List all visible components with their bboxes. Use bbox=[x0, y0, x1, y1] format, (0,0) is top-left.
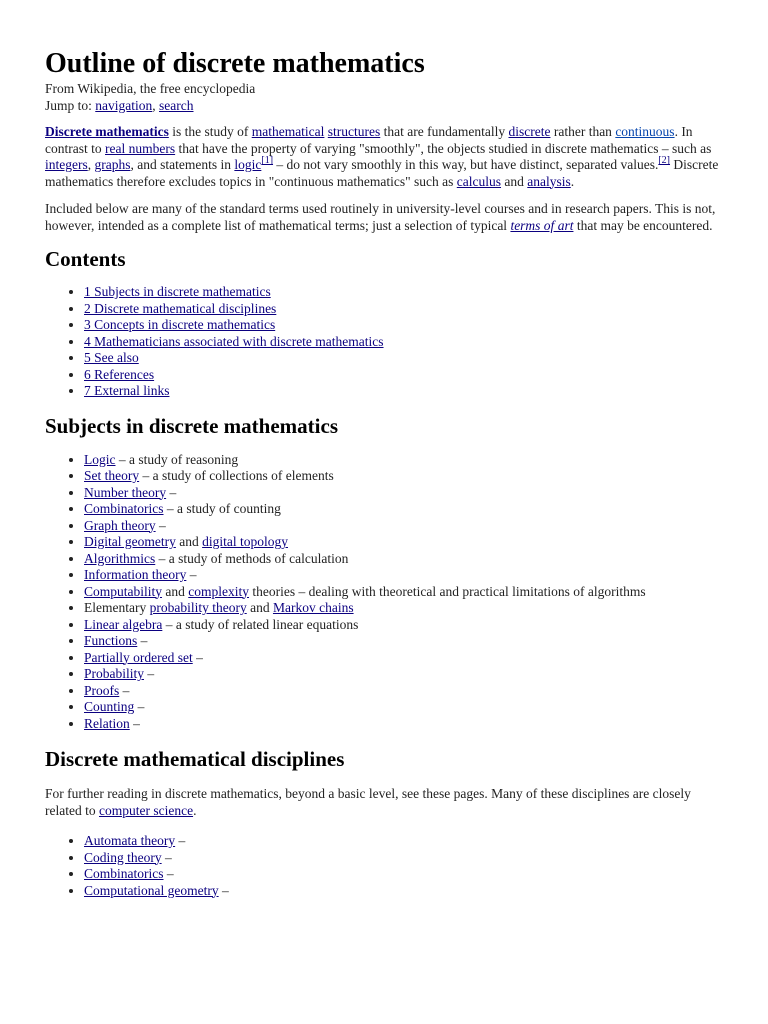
mathematical-link[interactable]: mathematical bbox=[251, 124, 325, 139]
search-link[interactable]: search bbox=[159, 97, 194, 113]
toc-item bbox=[84, 350, 725, 367]
intro-paragraph: Discrete mathematics is the study of mathematical structures that are fundamentally discrete rather than continuous. In contrast to real numbers that have the property of varying "smoothly", the objects studied in discrete mathematics – such as integers, graphs, and statements in logic[1] – do not vary smoothly in this way, but have distinct, separated values.[2] Discrete mathematics therefore excludes topics in "continuous mathematics" such as calculus and analysis. bbox=[45, 124, 719, 189]
list-item: • Combinatorics – a study of counting bbox=[84, 501, 725, 518]
list-item: • Information theory – bbox=[84, 567, 725, 584]
list-item: • Algorithmics – a study of methods of calculation bbox=[84, 551, 725, 568]
disciplines-paragraph: For further reading in discrete mathematics, beyond a basic level, see these pages. Many of these disciplines are closely related to computer science. bbox=[45, 786, 691, 818]
subjects-list bbox=[45, 452, 725, 733]
probability-theory-link[interactable]: probability theory bbox=[149, 600, 247, 615]
information-theory-link[interactable]: Information theory bbox=[84, 567, 187, 582]
reference-2-link[interactable]: [2] bbox=[658, 155, 671, 166]
article bbox=[45, 47, 725, 899]
navigation-link[interactable]: navigation bbox=[95, 97, 153, 113]
complexity-link[interactable]: complexity bbox=[188, 583, 250, 599]
real-numbers-link[interactable]: real numbers bbox=[105, 140, 176, 156]
number-theory-link[interactable]: Number theory bbox=[84, 484, 167, 500]
counting-link[interactable]: Counting bbox=[84, 699, 135, 714]
linear-algebra-link[interactable]: Linear algebra bbox=[84, 616, 163, 632]
toc-item bbox=[84, 383, 725, 400]
toc-item bbox=[84, 301, 725, 318]
digital-geometry-link[interactable]: Digital geometry bbox=[84, 534, 176, 549]
set-theory-link[interactable]: Set theory bbox=[84, 468, 140, 483]
jump-to-label: Jump to: bbox=[45, 97, 92, 113]
site-subtitle: From Wikipedia, the free encyclopedia bbox=[45, 81, 256, 96]
disciplines-list bbox=[45, 833, 725, 899]
integers-link[interactable]: integers bbox=[45, 157, 88, 172]
list-item: • Counting – bbox=[84, 699, 725, 716]
list-item: • Partially ordered set – bbox=[84, 650, 725, 667]
subjects-heading: Subjects in discrete mathematics bbox=[45, 413, 338, 438]
list-item: • Graph theory – bbox=[84, 518, 725, 535]
computability-link[interactable]: Computability bbox=[84, 583, 163, 599]
logic-link[interactable]: logic bbox=[234, 157, 262, 172]
toc-link-4-mathematicians-associated-with-discrete-mathematics[interactable]: 4 Mathematicians associated with discrete mathematics bbox=[84, 333, 384, 349]
toc-item bbox=[84, 334, 725, 351]
discrete-link[interactable]: discrete bbox=[508, 124, 551, 139]
relation-link[interactable]: Relation bbox=[84, 715, 130, 731]
list-item: • Coding theory – bbox=[84, 850, 725, 867]
list-item: • Relation – bbox=[84, 716, 725, 733]
toc-item bbox=[84, 367, 725, 384]
toc-item bbox=[84, 317, 725, 334]
partially-ordered-set-link[interactable]: Partially ordered set bbox=[84, 649, 193, 665]
combinatorics-link[interactable]: Combinatorics bbox=[84, 866, 164, 881]
proofs-link[interactable]: Proofs bbox=[84, 682, 120, 698]
reference-1-link[interactable]: [1] bbox=[261, 155, 274, 166]
combinatorics-link[interactable]: Combinatorics bbox=[84, 501, 164, 516]
continuous-link[interactable]: continuous bbox=[615, 124, 675, 139]
toc-link-7-external-links[interactable]: 7 External links bbox=[84, 383, 170, 398]
toc-link-5-see-also[interactable]: 5 See also bbox=[84, 350, 139, 365]
list-item: • Number theory – bbox=[84, 485, 725, 502]
probability-link[interactable]: Probability bbox=[84, 666, 144, 681]
list-item: • Set theory – a study of collections of elements bbox=[84, 468, 725, 485]
list-item: • Probability – bbox=[84, 666, 725, 683]
contents-heading: Contents bbox=[45, 247, 126, 271]
toc-link-3-concepts-in-discrete-mathematics[interactable]: 3 Concepts in discrete mathematics bbox=[84, 317, 276, 332]
list-item: • Combinatorics – bbox=[84, 866, 725, 883]
list-item: • Digital geometry and digital topology bbox=[84, 534, 725, 551]
discrete-mathematics-link[interactable]: Discrete mathematics bbox=[45, 124, 169, 139]
list-item: • Computability and complexity theories – dealing with theoretical and practical limitations of algorithms bbox=[84, 584, 725, 601]
toc-link-2-discrete-mathematical-disciplines[interactable]: 2 Discrete mathematical disciplines bbox=[84, 300, 277, 316]
list-item: • Functions – bbox=[84, 633, 725, 650]
computer-science-link[interactable]: computer science bbox=[98, 802, 194, 818]
graphs-link[interactable]: graphs bbox=[94, 157, 131, 172]
logic-link[interactable]: Logic bbox=[84, 451, 116, 467]
page-title: Outline of discrete mathematics bbox=[45, 48, 425, 79]
computational-geometry-link[interactable]: Computational geometry bbox=[84, 882, 219, 898]
markov-chains-link[interactable]: Markov chains bbox=[272, 600, 354, 615]
list-item: • Computational geometry – bbox=[84, 883, 725, 900]
scope-paragraph: Included below are many of the standard terms used routinely in university-level courses and in research papers. This is not, however, intended as a complete list of mathematical terms; just a selection of typical terms of art that may be encountered. bbox=[45, 201, 716, 233]
calculus-link[interactable]: calculus bbox=[456, 173, 502, 189]
terms-of-art-link[interactable]: terms of art bbox=[510, 217, 574, 233]
jump-to-bar: Jump to: navigation, search bbox=[45, 97, 194, 113]
automata-theory-link[interactable]: Automata theory bbox=[84, 833, 176, 848]
coding-theory-link[interactable]: Coding theory bbox=[84, 849, 162, 865]
toc-link-1-subjects-in-discrete-mathematics[interactable]: 1 Subjects in discrete mathematics bbox=[84, 284, 271, 299]
structures-link[interactable]: structures bbox=[327, 124, 381, 139]
digital-topology-link[interactable]: digital topology bbox=[202, 534, 288, 549]
analysis-link[interactable]: analysis bbox=[527, 173, 571, 189]
list-item: • Logic – a study of reasoning bbox=[84, 452, 725, 469]
list-item: • Automata theory – bbox=[84, 833, 725, 850]
functions-link[interactable]: Functions bbox=[84, 633, 138, 648]
graph-theory-link[interactable]: Graph theory bbox=[84, 517, 156, 533]
table-of-contents bbox=[45, 284, 725, 400]
toc-link-6-references[interactable]: 6 References bbox=[84, 366, 155, 382]
toc-item bbox=[84, 284, 725, 301]
disciplines-heading: Discrete mathematical disciplines bbox=[45, 747, 345, 771]
list-item: • Linear algebra – a study of related linear equations bbox=[84, 617, 725, 634]
algorithmics-link[interactable]: Algorithmics bbox=[84, 550, 156, 566]
list-item: • Elementary probability theory and Markov chains bbox=[84, 600, 725, 617]
list-item: • Proofs – bbox=[84, 683, 725, 700]
